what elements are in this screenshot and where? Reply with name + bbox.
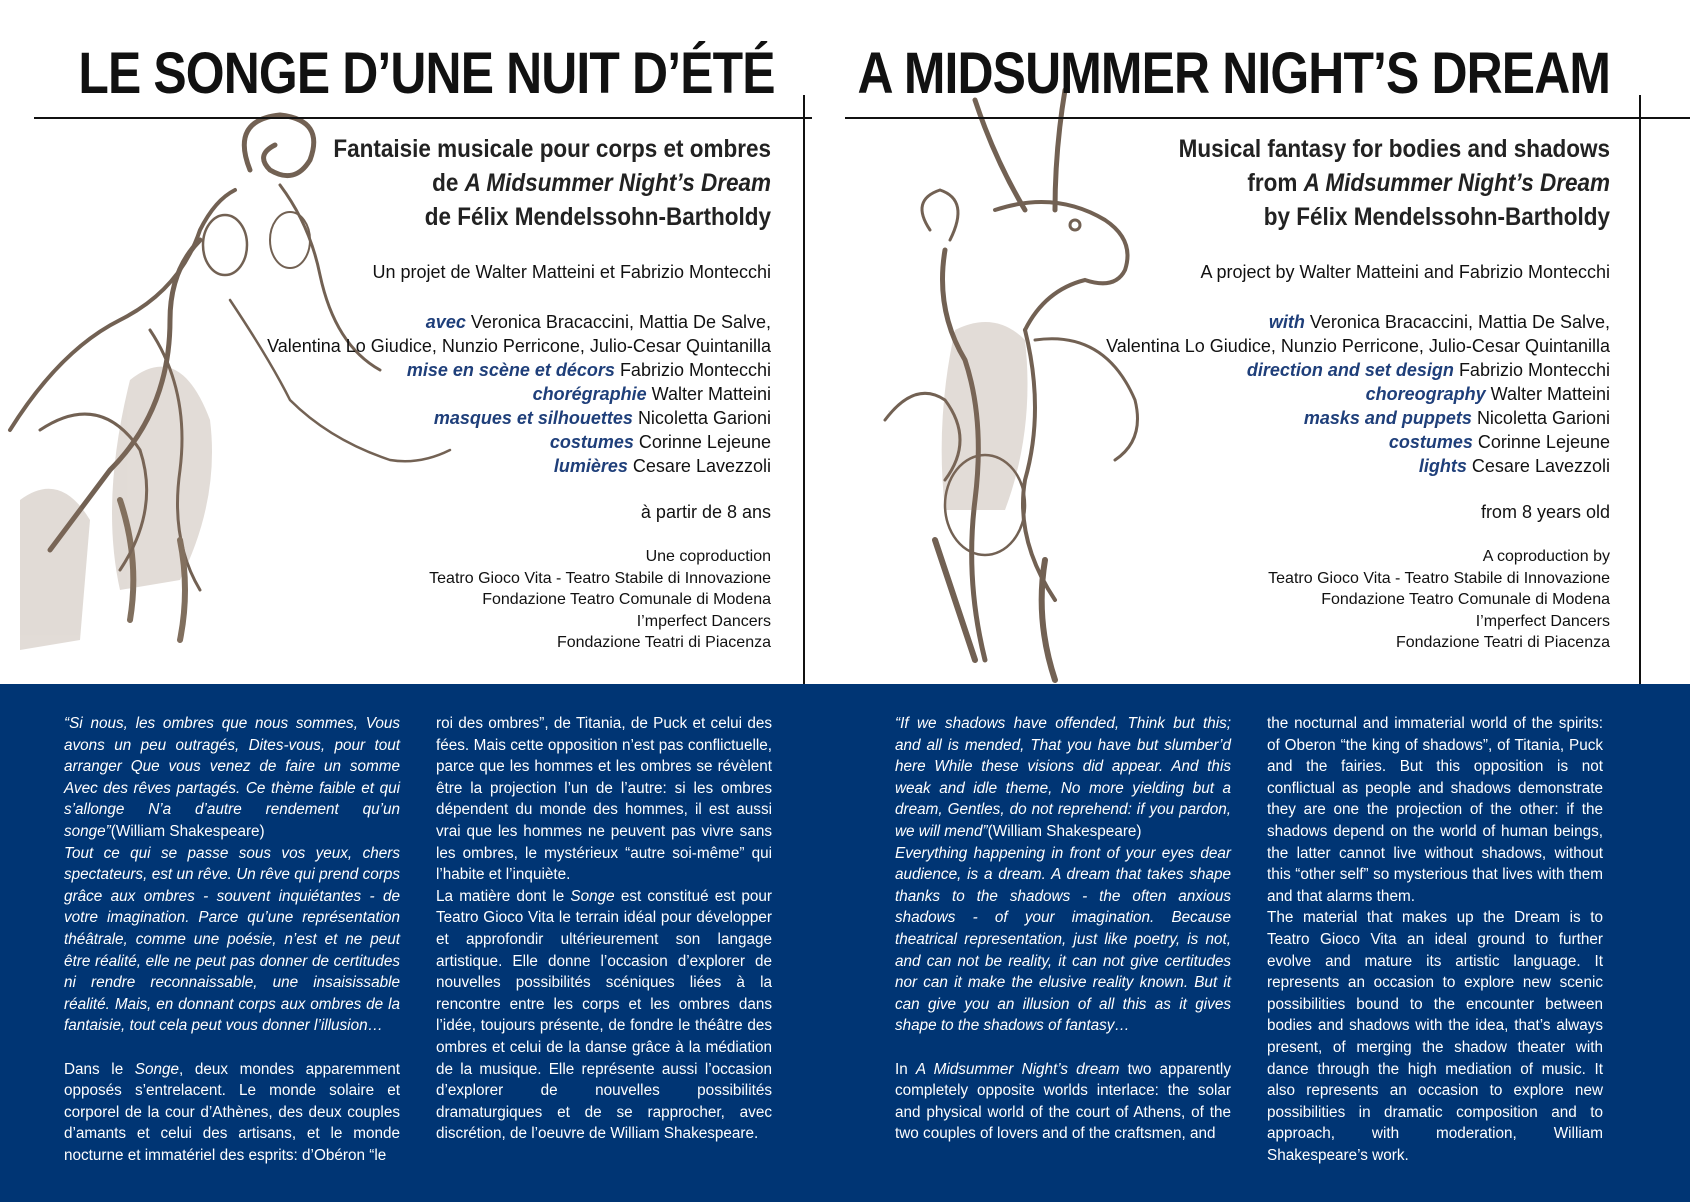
title-rule [34, 117, 812, 119]
cast-line: avec Veronica Bracaccini, Mattia De Salve, [425, 312, 771, 332]
body-column-2: roi des ombres”, de Titania, de Puck et celui des fées. Mais cette opposition n’est pas conflictuelle, parce que les hommes et les ombres se révèlent être la projection l’un de l’autre: si les ombres dépendent du monde des hommes, il est aussi vrai que les hommes ne peuvent pas vivre sans les ombres, le mystérieux “autre soi-même” qui l’habite et l’inquiète. La matière dont le Songe est constitué est pour Teatro Gioco Vita le terrain idéal pour développer et approfondir ultérieurement son langage artistique. Elle donne l’occasion d’explorer de nouvelles possibilités scéniques liées à la rencontre entre les corps et les ombres dans l’idée, toujours présente, de fondre le théâtre des ombres et celui de la danse grâce à la médiation de la musique. Elle représente aussi l’occasion d’explorer de nouvelles possibilités dramaturgiques et de se rapprocher, avec discrétion, de l’oeuvre de William Shakespeare. [436, 715, 772, 1143]
subtitle: Fantaisie musicale pour corps et ombres de A Midsummer Night’s Dream de Félix Mendelssohn-Bartholdy [333, 135, 771, 231]
role-line: costumes Corinne Lejeune [549, 432, 771, 452]
vertical-rule [1639, 95, 1641, 685]
page-title: A MIDSUMMER NIGHT’S DREAM [857, 41, 1610, 106]
role-line: masks and puppets Nicoletta Garioni [1303, 408, 1610, 428]
coproduction-line: Teatro Gioco Vita - Teatro Stabile di Innovazione [429, 569, 771, 587]
role-line: costumes Corinne Lejeune [1388, 432, 1610, 452]
coproduction-line: Fondazione Teatri di Piacenza [1395, 634, 1610, 651]
vertical-rule [803, 95, 805, 685]
body-column-1: “If we shadows have offended, Think but this; and all is mended, That you have but slumber’d here While these visions did appear. And this weak and idle theme, No more yielding but a dream, Gentles, do not reprehend: if you pardon, we will mend”(William Shakespeare) Everything happening in front of your eyes dear audience, is a dream. A dream that takes shape thanks to the shadows - the often anxious shadows - of your imagination. Because theatrical representation, just like poetry, is not, and can not be reality, it can not give certitudes nor can it make the elusive reality known. But it can give you an illusion of all this as it gives shape to the shadows of fantasy… In A Midsummer Night’s dream two apparently completely opposite worlds interlace: the solar and physical world of the court of Athens, of the two couples of lovers and of the craftsmen, and [895, 715, 1231, 1143]
role-line: masques et silhouettes Nicoletta Garioni [433, 408, 771, 428]
coproduction-line: Fondazione Teatro Comunale di Modena [1321, 591, 1610, 608]
coproduction-line: Une coproduction [645, 548, 771, 565]
age-line: à partir de 8 ans [640, 502, 771, 522]
coproduction-line: Fondazione Teatri di Piacenza [556, 634, 771, 651]
coproduction-line: Fondazione Teatro Comunale di Modena [482, 591, 771, 608]
coproduction-line: I’mperfect Dancers [636, 612, 771, 630]
project-line: Un projet de Walter Matteini et Fabrizio Montecchi [372, 262, 771, 282]
role-line: choreography Walter Matteini [1365, 384, 1610, 404]
subtitle: Musical fantasy for bodies and shadows from A Midsummer Night’s Dream by Félix Mendelssohn-Bartholdy [1178, 135, 1610, 231]
role-line: chorégraphie Walter Matteini [532, 384, 771, 404]
coproduction-line: Teatro Gioco Vita - Teatro Stabile di Innovazione [1268, 569, 1610, 587]
title-rule [845, 117, 1690, 119]
body-column-2: the nocturnal and immaterial world of the spirits: of Oberon “the king of shadows”, of Titania, Puck and the fairies. But this opposition is not conflictual as people and shadows demonstrate they are one the projection of the other: if the shadows depend on the world of human beings, the latter cannot live without shadows, without this “other self” so mysterious that lives with them and that alarms them. The material that makes up the Dream is to Teatro Gioco Vita an ideal ground to further evolve and mature its artistic language. It represents an occasion to explore new scenic possibilities bound to the encounter between bodies and shadows with the idea, that’s always present, of merging the shadow theater with dance through the high mediation of music. It also represents an occasion to explore new possibilities in dramatic composition and to approach, with moderation, William Shakespeare’s work. [1267, 715, 1603, 1164]
role-line: mise en scène et décors Fabrizio Montecchi [406, 360, 771, 380]
credits-block [890, 132, 1610, 654]
cast-line-2: Valentina Lo Giudice, Nunzio Perricone, Julio-Cesar Quintanilla [267, 336, 771, 356]
project-line: A project by Walter Matteini and Fabrizio Montecchi [1200, 262, 1610, 282]
right-page [845, 0, 1690, 1202]
page-title: LE SONGE D’UNE NUIT D’ÉTÉ [78, 41, 775, 106]
body-column-1: “Si nous, les ombres que nous sommes, Vous avons un peu outragés, Dites-vous, pour tout arranger Que vous venez de faire un somme Avec des rêves partagés. Ce thème faible et qui s’allonge N’a d’autre rendement qu’un songe”(William Shakespeare) Tout ce qui se passe sous vos yeux, chers spectateurs, est un rêve. Un rêve qui prend corps grâce aux ombres - souvent inquiétantes - de votre imagination. Parce qu’une représentation théâtrale, comme une poésie, n’est et ne peut être réalité, elle ne peut pas donner de certitudes ni rendre reconnaissable, une insaisissable réalité. Mais, en donnant corps aux ombres de la fantaisie, tout cela peut vous donner l’illusion… Dans le Songe, deux mondes apparemment opposés s’entrelacent. Le monde solaire et corporel de la cour d’Athènes, des deux couples d’amants et celui des artisans, et le monde nocturne et immatériel des esprits: d’Obéron “le [64, 715, 400, 1164]
coproduction-line: I’mperfect Dancers [1475, 612, 1610, 630]
cast-line-2: Valentina Lo Giudice, Nunzio Perricone, Julio-Cesar Quintanilla [1106, 336, 1610, 356]
coproduction-line: A coproduction by [1482, 548, 1610, 565]
age-line: from 8 years old [1480, 502, 1610, 522]
role-line: lumières Cesare Lavezzoli [553, 456, 771, 476]
role-line: lights Cesare Lavezzoli [1418, 456, 1610, 476]
credits-block [51, 132, 771, 654]
role-line: direction and set design Fabrizio Montecchi [1246, 360, 1610, 380]
cast-line: with Veronica Bracaccini, Mattia De Salve, [1268, 312, 1610, 332]
